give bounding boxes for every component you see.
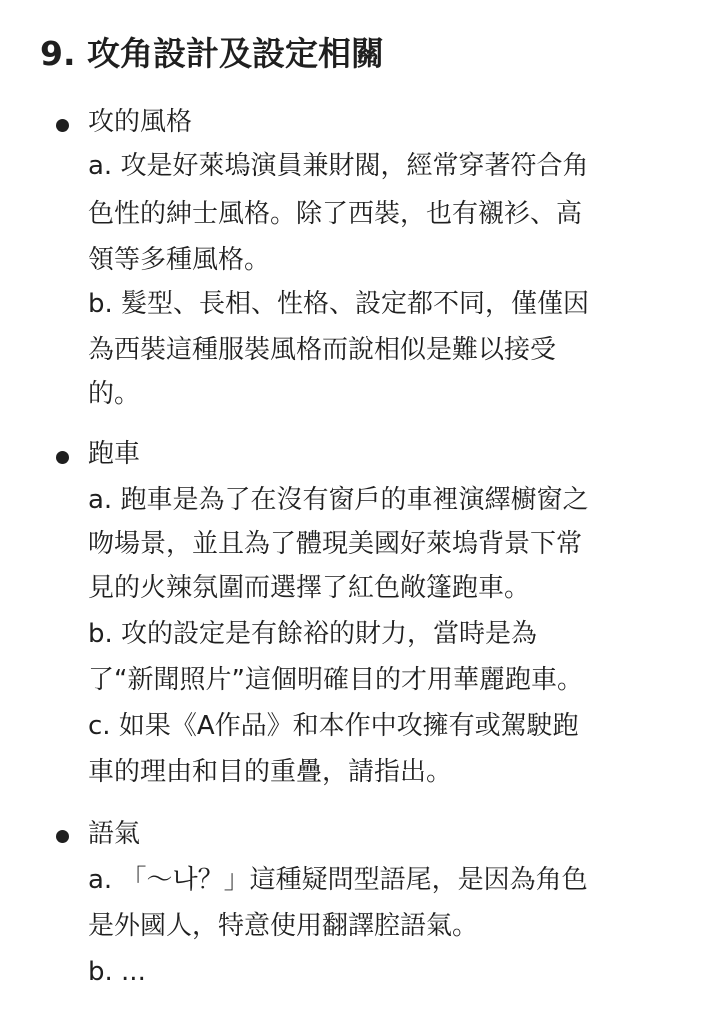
section-text-line: 見的火辣氛圍而選擇了紅色敞篷跑車。 — [88, 573, 531, 603]
bullet-icon — [56, 830, 69, 843]
section-text-line: a. 跑車是為了在沒有窗戶的車裡演繹櫥窗之 — [88, 485, 589, 515]
section-text-line: 吻場景，並且為了體現美國好萊塢背景下常 — [88, 529, 583, 559]
section-text-line: a. 「～나？」這種疑問型語尾，是因為角色 — [88, 865, 588, 895]
section-text-line: 色性的紳士風格。除了西裝，也有襯衫、高 — [88, 199, 583, 229]
section-text-line: c. 如果《A作品》和本作中攻擁有或駕駛跑 — [88, 711, 579, 741]
section-text-line: 為西裝這種服裝風格而說相似是難以接受 — [88, 335, 557, 365]
section-text-line: a. 攻是好萊塢演員兼財閥，經常穿著符合角 — [88, 151, 589, 181]
section-text-line: 了“新聞照片”這個明確目的才用華麗跑車。 — [88, 665, 583, 695]
section-text-line: 的。 — [88, 379, 141, 409]
bullet-icon — [56, 451, 69, 464]
section-text-line: b. 髮型、長相、性格、設定都不同，僅僅因 — [88, 289, 590, 319]
section-text-line: 車的理由和目的重疊，請指出。 — [88, 757, 453, 787]
bullet-icon — [56, 119, 69, 132]
section-heading: 語氣 — [88, 819, 141, 849]
section-heading: 跑車 — [88, 439, 141, 469]
section-text-line: b. ... — [88, 957, 146, 987]
section-text-line: 是外國人，特意使用翻譯腔語氣。 — [88, 911, 479, 941]
page-title: 9. 攻角設計及設定相關 — [40, 34, 384, 73]
section-heading: 攻的風格 — [88, 107, 193, 137]
section-text-line: b. 攻的設定是有餘裕的財力，當時是為 — [88, 619, 538, 649]
section-text-line: 領等多種風格。 — [88, 245, 271, 275]
